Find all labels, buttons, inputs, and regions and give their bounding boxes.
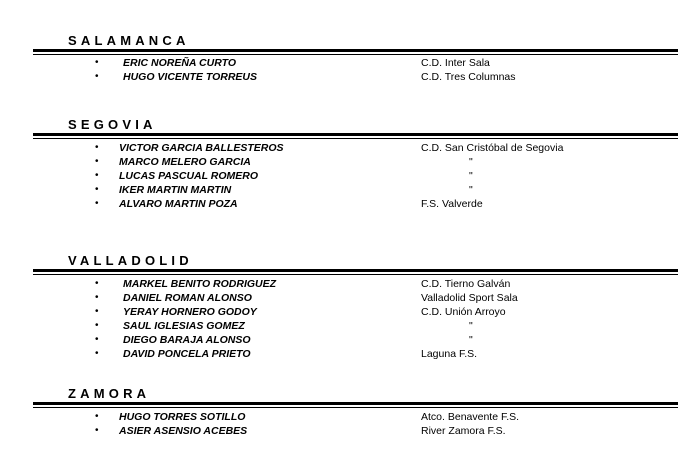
bullet-icon: • [95, 320, 99, 331]
player-club: F.S. Valverde [421, 198, 483, 210]
player-name: LUCAS PASCUAL ROMERO [119, 170, 259, 182]
list-item [0, 305, 683, 319]
bullet-icon: • [95, 156, 99, 167]
section-title: SALAMANCA [68, 33, 190, 48]
player-club: " [469, 156, 473, 168]
player-club: Laguna F.S. [421, 348, 478, 360]
player-club: C.D. Inter Sala [421, 57, 490, 69]
bullet-icon: • [95, 170, 99, 181]
list-item [0, 333, 683, 347]
list-item [0, 277, 683, 291]
bullet-icon: • [95, 348, 99, 359]
player-name: VICTOR GARCIA BALLESTEROS [119, 142, 284, 154]
list-item [0, 56, 683, 70]
player-club: Atco. Benavente F.S. [421, 411, 520, 423]
bullet-icon: • [95, 306, 99, 317]
list-item [0, 155, 683, 169]
player-club: " [469, 320, 473, 332]
bullet-icon: • [95, 425, 99, 436]
player-name: YERAY HORNERO GODOY [123, 306, 257, 318]
player-name: ERIC NOREÑA CURTO [123, 57, 236, 69]
bullet-icon: • [95, 198, 99, 209]
bullet-icon: • [95, 278, 99, 289]
list-item [0, 183, 683, 197]
player-club: Valladolid Sport Sala [421, 292, 518, 304]
player-club: C.D. San Cristóbal de Segovia [421, 142, 564, 154]
list-item [0, 347, 683, 361]
player-name: DAVID PONCELA PRIETO [123, 348, 251, 360]
player-name: MARKEL BENITO RODRIGUEZ [123, 278, 277, 290]
player-club: C.D. Tierno Galván [421, 278, 511, 290]
list-item [0, 70, 683, 84]
player-name: ALVARO MARTIN POZA [119, 198, 238, 210]
section-title: SEGOVIA [68, 117, 157, 132]
player-club: " [469, 170, 473, 182]
list-item [0, 197, 683, 211]
list-item [0, 291, 683, 305]
player-club: C.D. Tres Columnas [421, 71, 516, 83]
bullet-icon: • [95, 411, 99, 422]
list-item [0, 169, 683, 183]
player-name: HUGO TORRES SOTILLO [119, 411, 246, 423]
player-name: ASIER ASENSIO ACEBES [119, 425, 248, 437]
bullet-icon: • [95, 334, 99, 345]
list-item [0, 141, 683, 155]
list-item [0, 319, 683, 333]
player-club: River Zamora F.S. [421, 425, 506, 437]
player-name: IKER MARTIN MARTIN [119, 184, 232, 196]
player-club: " [469, 334, 473, 346]
player-name: HUGO VICENTE TORREUS [123, 71, 257, 83]
bullet-icon: • [95, 292, 99, 303]
player-name: DIEGO BARAJA ALONSO [123, 334, 251, 346]
player-name: DANIEL ROMAN ALONSO [123, 292, 252, 304]
list-item [0, 424, 683, 438]
bullet-icon: • [95, 142, 99, 153]
player-club: C.D. Unión Arroyo [421, 306, 506, 318]
section-title: ZAMORA [68, 386, 151, 401]
player-name: SAUL IGLESIAS GOMEZ [123, 320, 245, 332]
bullet-icon: • [95, 57, 99, 68]
section-title: VALLADOLID [68, 253, 193, 268]
list-item [0, 410, 683, 424]
bullet-icon: • [95, 184, 99, 195]
player-club: " [469, 184, 473, 196]
player-name: MARCO MELERO GARCIA [119, 156, 251, 168]
bullet-icon: • [95, 71, 99, 82]
